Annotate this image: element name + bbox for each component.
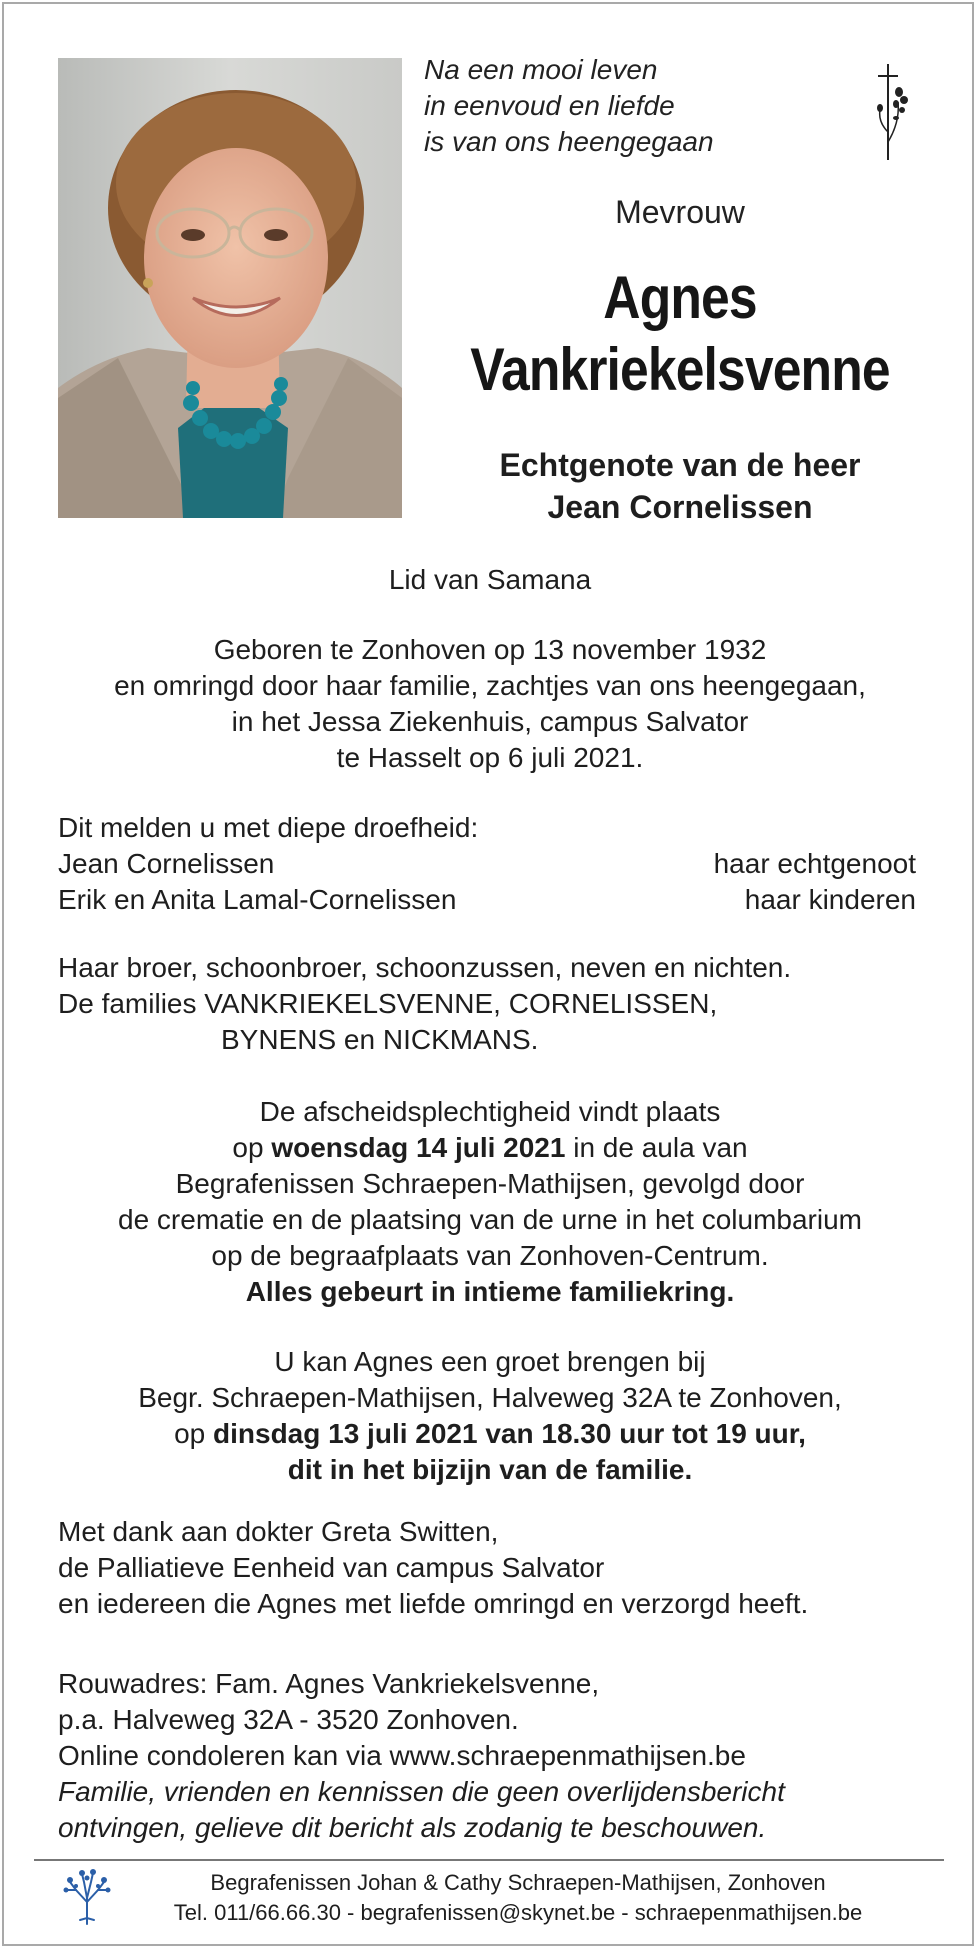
relatives-line: Haar broer, schoonbroer, schoonzussen, neven en nichten.	[58, 952, 792, 983]
visit-line: Begr. Schraepen-Mathijsen, Halveweg 32A te Zonhoven,	[138, 1382, 842, 1413]
footer-line: Begrafenissen Johan & Cathy Schraepen-Mathijsen, Zonhoven	[210, 1870, 826, 1895]
ceremony-line: op de begraafplaats van Zonhoven-Centrum.	[211, 1240, 769, 1271]
visit-time: dinsdag 13 juli 2021 van 18.30 uur tot 19 uur,	[213, 1418, 806, 1449]
motto-line: Na een mooi leven	[424, 54, 658, 85]
ceremony-line	[0, 1130, 980, 1166]
address-line: Online condoleren kan via www.schraepenmathijsen.be	[58, 1740, 746, 1771]
ceremony-line: de crematie en de plaatsing van de urne in het columbarium	[118, 1204, 862, 1235]
announcement-intro: Dit melden u met diepe droefheid:	[58, 812, 479, 843]
footer-divider	[34, 1859, 944, 1861]
notice-line: ontvingen, gelieve dit bericht als zodanig te beschouwen.	[58, 1812, 767, 1843]
birth-line: in het Jessa Ziekenhuis, campus Salvator	[231, 706, 749, 737]
funeral-home-footer	[118, 1868, 918, 1928]
ceremony-privacy-note: Alles gebeurt in intieme familiekring.	[245, 1276, 735, 1307]
address-line: Rouwadres: Fam. Agnes Vankriekelsvenne,	[58, 1668, 600, 1699]
motto-line: in eenvoud en liefde	[424, 90, 675, 121]
thanks-line: en iedereen die Agnes met liefde omringd en verzorgd heeft.	[58, 1588, 809, 1619]
portrait-photo	[58, 58, 402, 518]
deceased-name	[456, 262, 903, 406]
notice-line: Familie, vrienden en kennissen die geen overlijdensbericht	[58, 1776, 785, 1807]
footer-line: Tel. 011/66.66.30 - begrafenissen@skynet.be - schraepenmathijsen.be	[173, 1900, 863, 1925]
relatives-line: BYNENS en NICKMANS.	[221, 1024, 539, 1055]
membership: Lid van Samana	[388, 564, 592, 595]
birth-line: Geboren te Zonhoven op 13 november 1932	[213, 634, 767, 665]
tree-logo-icon	[62, 1868, 112, 1926]
relatives-section	[58, 950, 791, 1058]
family-member-relation: haar kinderen	[744, 884, 916, 915]
birth-line: te Hasselt op 6 juli 2021.	[336, 742, 644, 773]
family-member-name: Erik en Anita Lamal-Cornelissen	[58, 884, 457, 915]
ceremony-section	[0, 1094, 980, 1310]
thanks-section	[58, 1514, 808, 1622]
visit-text: op	[174, 1418, 214, 1449]
family-member-name: Jean Cornelissen	[58, 848, 275, 879]
visit-section	[0, 1344, 980, 1488]
ceremony-line: Begrafenissen Schraepen-Mathijsen, gevolgd door	[175, 1168, 805, 1199]
thanks-line: Met dank aan dokter Greta Switten,	[58, 1516, 499, 1547]
ceremony-line: De afscheidsplechtigheid vindt plaats	[259, 1096, 721, 1127]
visit-line: U kan Agnes een groet brengen bij	[274, 1346, 706, 1377]
ceremony-date: woensdag 14 juli 2021	[271, 1132, 566, 1163]
cross-with-flowers-icon	[872, 62, 912, 162]
relatives-line: De families VANKRIEKELSVENNE, CORNELISSEN,	[58, 988, 718, 1019]
visit-line	[0, 1416, 980, 1452]
birth-line: en omringd door haar familie, zachtjes van ons heengegaan,	[114, 670, 866, 701]
family-member-relation: haar echtgenoot	[713, 848, 916, 879]
first-name: Agnes	[603, 264, 757, 331]
ceremony-text: in de aula van	[565, 1132, 748, 1163]
last-name: Vankriekelsvenne	[470, 336, 890, 403]
ceremony-text: op	[232, 1132, 272, 1163]
motto-line: is van ons heengegaan	[424, 126, 714, 157]
spouse-line: Echtgenote van de heer	[499, 447, 861, 483]
spouse-info	[420, 444, 940, 528]
address-section	[58, 1666, 785, 1846]
address-line: p.a. Halveweg 32A - 3520 Zonhoven.	[58, 1704, 519, 1735]
motto	[424, 52, 714, 160]
salutation: Mevrouw	[615, 194, 745, 230]
birth-section	[0, 632, 980, 776]
visit-line: dit in het bijzijn van de familie.	[287, 1454, 693, 1485]
spouse-line: Jean Cornelissen	[547, 489, 813, 525]
thanks-line: de Palliatieve Eenheid van campus Salvator	[58, 1552, 605, 1583]
